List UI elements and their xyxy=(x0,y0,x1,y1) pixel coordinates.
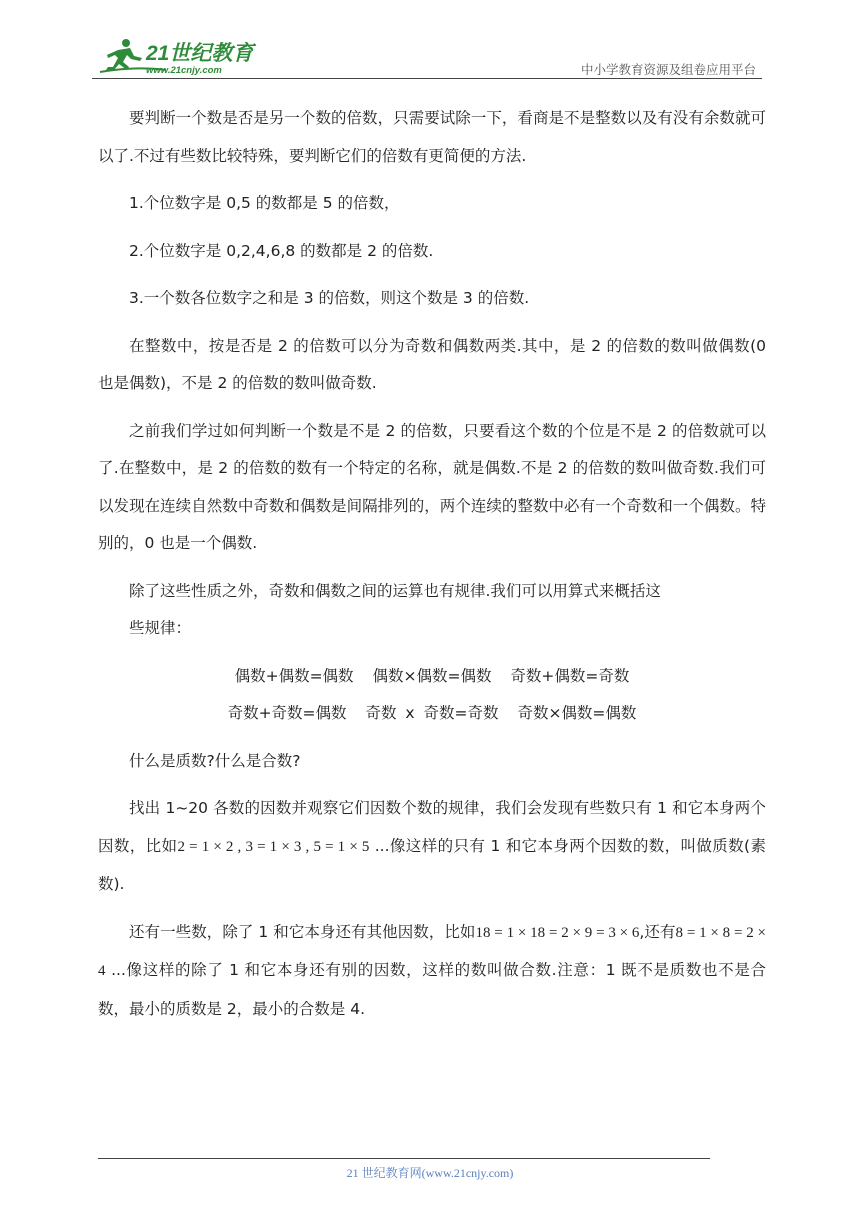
prime-examples-math: 2 = 1 × 2 , 3 = 1 × 3 , 5 = 1 × 5 xyxy=(177,838,370,855)
header-divider xyxy=(92,78,762,79)
rule-odd-plus-even: 奇数+偶数=奇数 xyxy=(510,666,630,685)
rule-even-plus-even: 偶数+偶数=偶数 xyxy=(234,666,354,685)
composite-text-b: ,还有 xyxy=(639,922,676,941)
paragraph-intro: 要判断一个数是否是另一个数的倍数，只需要试除一下，看商是不是整数以及有没有余数就可以了.不过有些数比较特殊，要判断它们的倍数有更简便的方法. xyxy=(98,109,766,165)
footer-divider xyxy=(98,1158,710,1159)
prime-text-a: 找出 1~20 各数的因数并观察它们因数个数的规律，我们会发现有些数只有 1 和它本身两个因数，比如 xyxy=(98,799,766,855)
rule-odd-plus-odd: 奇数+奇数=偶数 xyxy=(227,704,347,722)
composite-example-18: 18 = 1 × 18 = 2 × 9 = 3 × 6 xyxy=(475,924,640,941)
paragraph-composite-definition xyxy=(98,914,766,1029)
composite-example-8: 8 = 1 × 8 = 2 × 4 xyxy=(98,924,766,979)
rule-odd-times-odd: 奇数 x 奇数=奇数 xyxy=(365,704,499,722)
composite-text-c: ...像这样的除了 1 和它本身还有别的因数，这样的数叫做合数.注意：1 既不是质数也不是合数，最小的质数是 2，最小的合数是 4. xyxy=(98,961,766,1018)
site-logo xyxy=(96,36,266,76)
operation-rules-row-2 xyxy=(98,695,766,733)
rule-odd-times-even: 奇数×偶数=偶数 xyxy=(517,704,637,722)
paragraph-odd-even-explanation: 之前我们学过如何判断一个数是不是 2 的倍数，只要看这个数的个位是不是 2 的倍数就可以了.在整数中，是 2 的倍数的数有一个特定的名称，就是偶数.不是 2 的倍数的数叫做奇数.我们可以发现在连续自然数中奇数和偶数是间隔排列的，两个连续的整数中必有一个奇数和一个偶数。特别的，0 也是一个偶数. xyxy=(98,421,766,552)
section-question-prime: 什么是质数?什么是合数? xyxy=(129,751,301,770)
svg-text:21世纪教育: 21世纪教育 xyxy=(146,42,254,65)
svg-text:www.21cnjy.com: www.21cnjy.com xyxy=(146,65,222,76)
prime-text-b: ...像这样的只有 1 和它本身两个因数的数，叫做质数(素数). xyxy=(98,836,766,893)
rule-even-times-even: 偶数×偶数=偶数 xyxy=(372,666,492,685)
rule-item-3: 3.一个数各位数字之和是 3 的倍数，则这个数是 3 的倍数. xyxy=(129,289,530,307)
paragraph-prime-definition xyxy=(98,790,766,904)
page-footer: 21 世纪教育网(www.21cnjy.com) xyxy=(346,1166,514,1180)
document-body xyxy=(98,100,766,1038)
paragraph-operations-intro: 除了这些性质之外，奇数和偶数之间的运算也有规律.我们可以用算式来概括这 xyxy=(129,581,661,600)
paragraph-odd-even-definition: 在整数中，按是否是 2 的倍数可以分为奇数和偶数两类.其中，是 2 的倍数的数叫做偶数(0 也是偶数)，不是 2 的倍数的数叫做奇数. xyxy=(98,336,766,392)
rule-item-1: 1.个位数字是 0,5 的数都是 5 的倍数， xyxy=(129,194,400,212)
composite-text-a: 还有一些数，除了 1 和它本身还有其他因数，比如 xyxy=(129,922,476,941)
rule-item-2: 2.个位数字是 0,2,4,6,8 的数都是 2 的倍数. xyxy=(129,241,434,260)
paragraph-operations-intro-cont: 些规律： xyxy=(129,619,192,637)
operation-rules-row-1 xyxy=(98,658,766,696)
platform-name: 中小学教育资源及组卷应用平台 xyxy=(580,63,756,77)
page-header xyxy=(92,30,762,78)
